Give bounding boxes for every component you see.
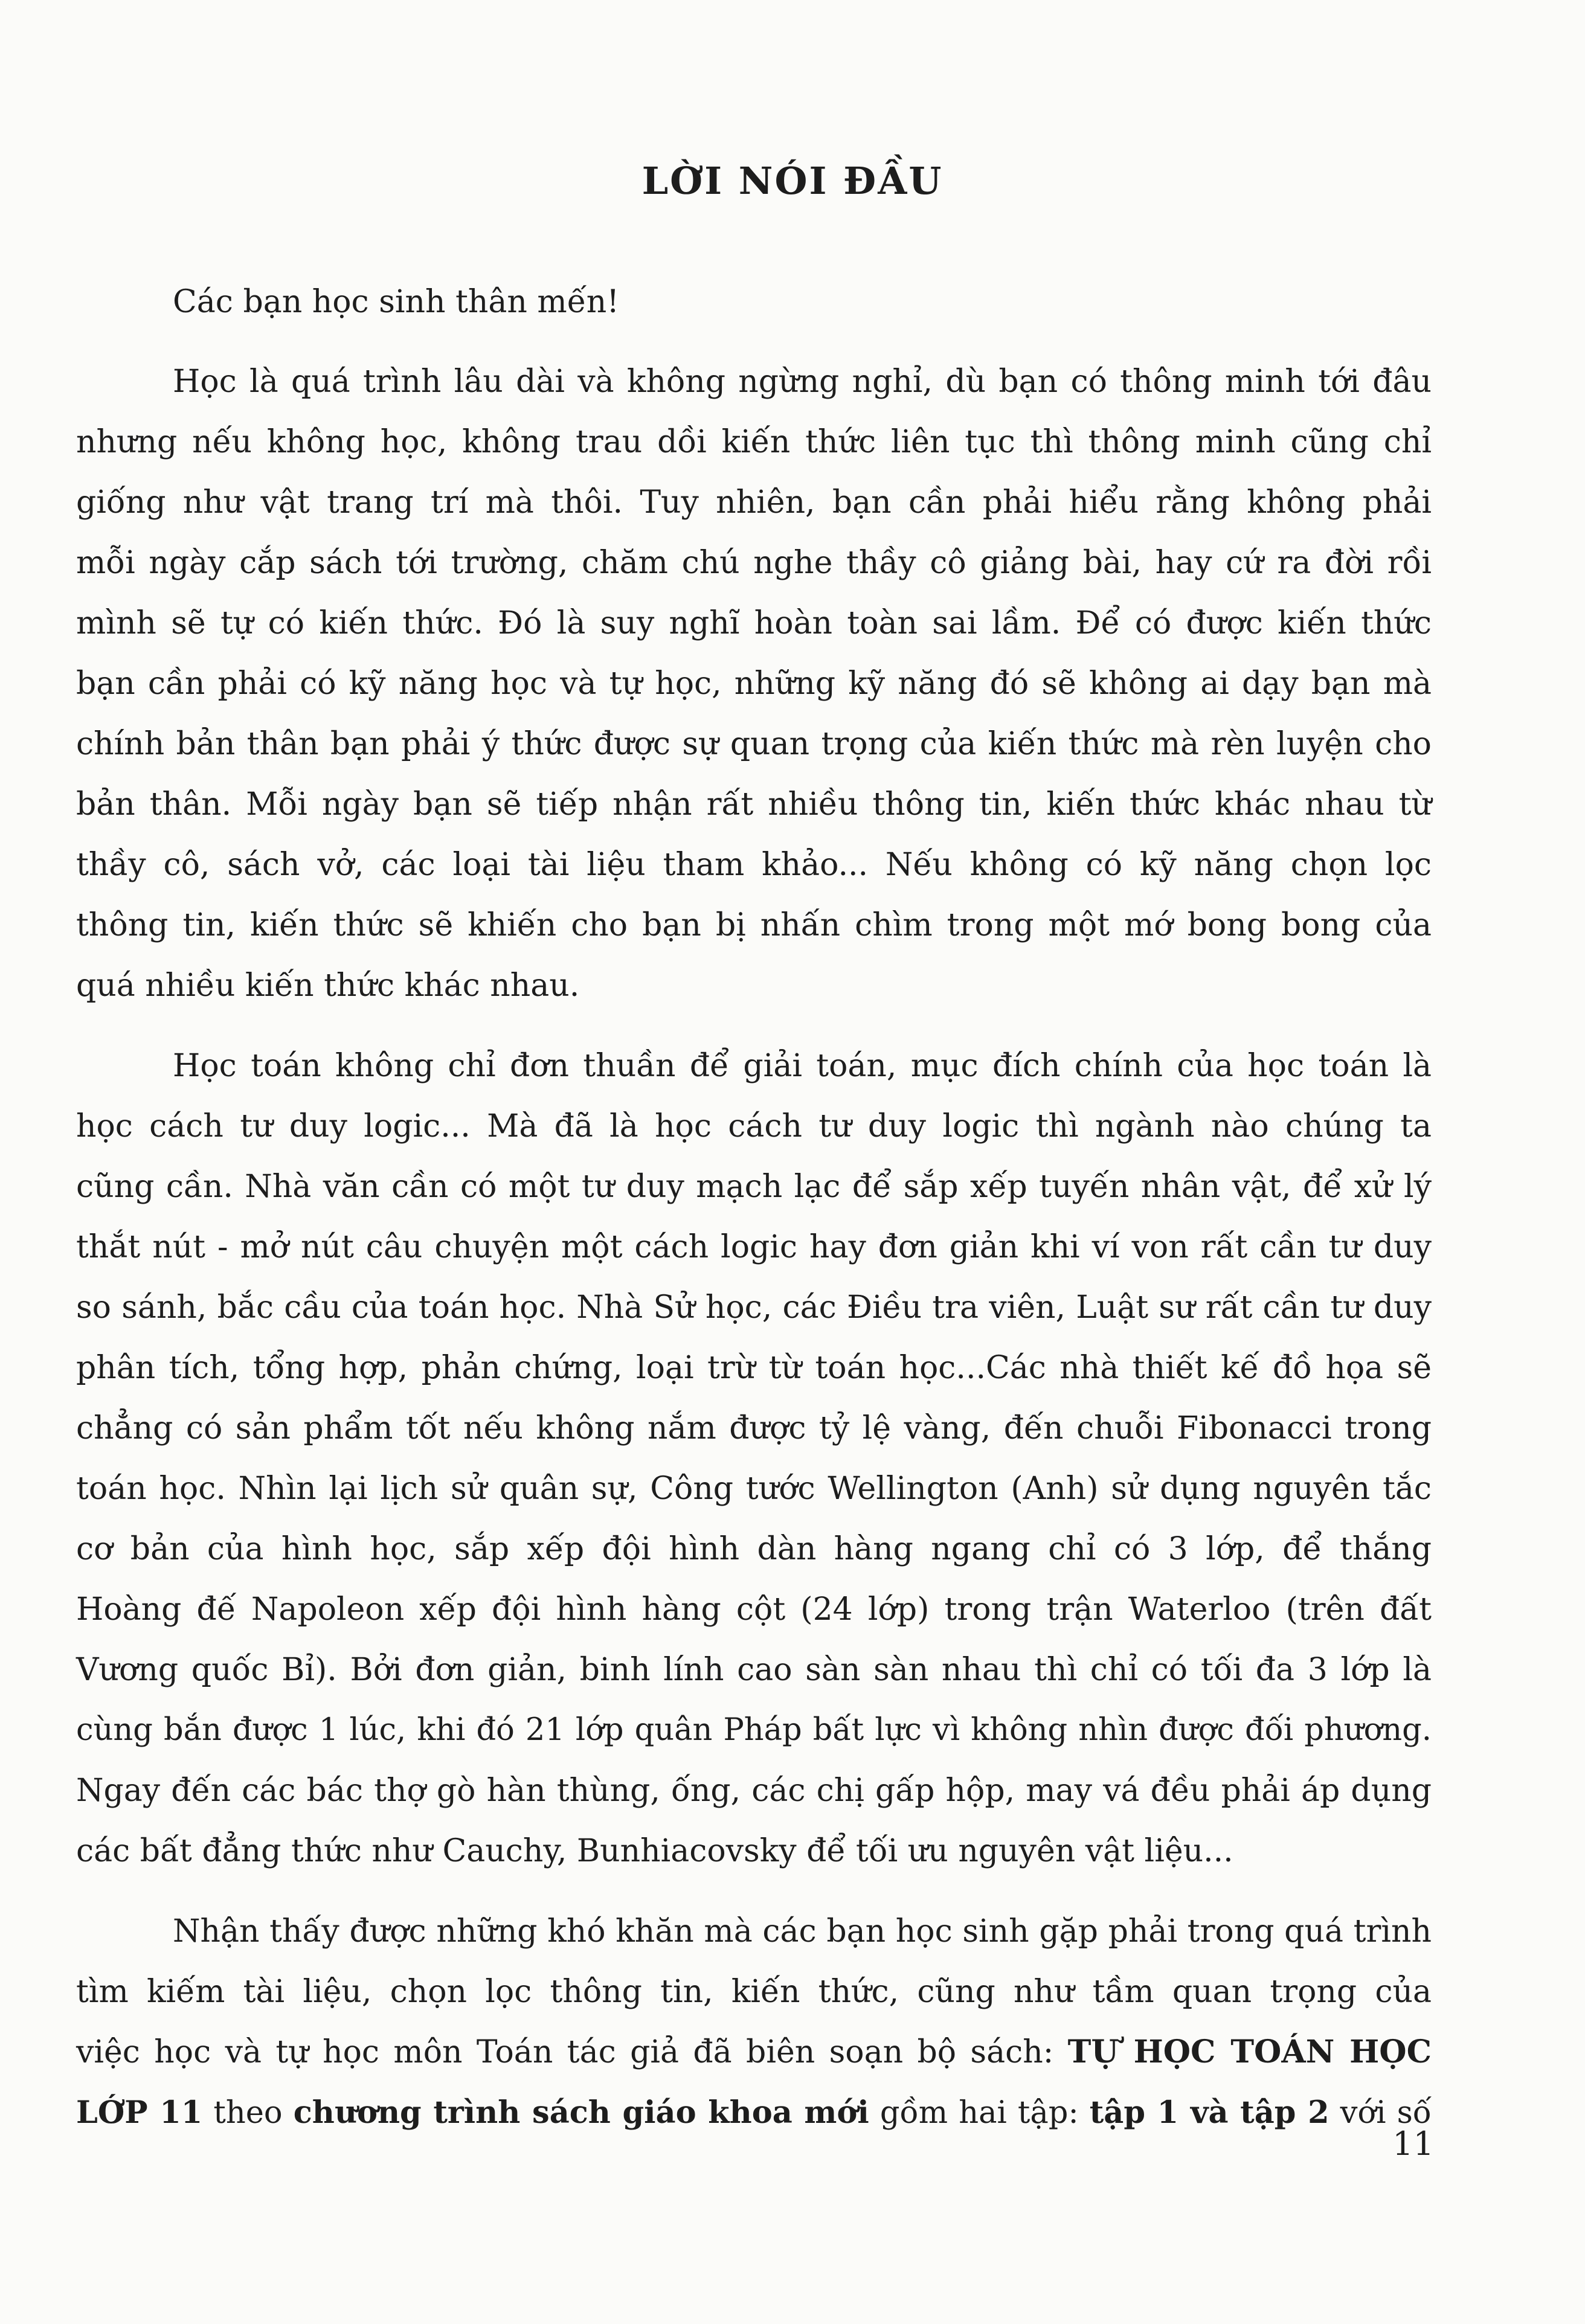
paragraph-3-line — [76, 2022, 1432, 2082]
paragraph-3-line — [76, 2082, 1432, 2143]
paragraph-1-line: giống như vật trang trí mà thôi. Tuy nhiên, bạn cần phải hiểu rằng không phải — [76, 484, 1432, 521]
curriculum-bold: chương trình sách giáo khoa mới — [293, 2094, 869, 2131]
paragraph-1-line: nhưng nếu không học, không trau dồi kiến thức liên tục thì thông minh cũng chỉ — [76, 424, 1432, 460]
paragraph-2-line: phân tích, tổng hợp, phản chứng, loại trừ từ toán học...Các nhà thiết kế đồ họa sẽ — [76, 1350, 1432, 1386]
paragraph-2-line: toán học. Nhìn lại lịch sử quân sự, Công tước Wellington (Anh) sử dụng nguyên tắc — [76, 1471, 1432, 1507]
paragraph-2-line: các bất đẳng thức như Cauchy, Bunhiacovsky để tối ưu nguyên vật liệu... — [76, 1833, 1233, 1869]
paragraph-1-line: mình sẽ tự có kiến thức. Đó là suy nghĩ hoàn toàn sai lầm. Để có được kiến thức — [76, 605, 1432, 641]
paragraph-1-line: thông tin, kiến thức sẽ khiến cho bạn bị nhấn chìm trong một mớ bong bong của — [76, 907, 1432, 943]
page-title: LỜI NÓI ĐẦU — [641, 159, 944, 203]
paragraph-3-text: theo — [202, 2095, 294, 2131]
paragraph-3-line: tìm kiếm tài liệu, chọn lọc thông tin, kiến thức, cũng như tầm quan trọng của — [76, 1974, 1432, 2010]
paragraph-2-line: cũng cần. Nhà văn cần có một tư duy mạch lạc để sắp xếp tuyến nhân vật, để xử lý — [76, 1169, 1432, 1205]
paragraph-2-line: Hoàng đế Napoleon xếp đội hình hàng cột (24 lớp) trong trận Waterloo (trên đất — [76, 1591, 1432, 1628]
paragraph-3-text: gồm hai tập: — [869, 2095, 1090, 2131]
paragraph-2-line: cơ bản của hình học, sắp xếp đội hình dàn hàng ngang chỉ có 3 lớp, để thắng — [76, 1531, 1432, 1567]
paragraph-2-line: Ngay đến các bác thợ gò hàn thùng, ống, các chị gấp hộp, may vá đều phải áp dụng — [76, 1773, 1432, 1809]
paragraph-1-line: bản thân. Mỗi ngày bạn sẽ tiếp nhận rất nhiều thông tin, kiến thức khác nhau từ — [76, 786, 1432, 823]
page-number: 11 — [1392, 2125, 1434, 2163]
paragraph-1-line: quá nhiều kiến thức khác nhau. — [76, 968, 580, 1004]
paragraph-1-line: Học là quá trình lâu dài và không ngừng nghỉ, dù bạn có thông minh tới đâu — [173, 364, 1432, 400]
volumes-bold: tập 1 và tập 2 — [1089, 2094, 1329, 2131]
paragraph-2-line: thắt nút - mở nút câu chuyện một cách logic hay đơn giản khi ví von rất cần tư duy — [76, 1229, 1432, 1265]
grade-bold: LỚP 11 — [76, 2094, 203, 2131]
paragraph-3-text: với số — [1329, 2095, 1432, 2131]
paragraph-1-line: thầy cô, sách vở, các loại tài liệu tham khảo... Nếu không có kỹ năng chọn lọc — [76, 847, 1432, 883]
paragraph-2-line: so sánh, bắc cầu của toán học. Nhà Sử học, các Điều tra viên, Luật sư rất cần tư duy — [76, 1289, 1432, 1326]
paragraph-2-line: chẳng có sản phẩm tốt nếu không nắm được tỷ lệ vàng, đến chuỗi Fibonacci trong — [76, 1410, 1432, 1446]
greeting-line: Các bạn học sinh thân mến! — [173, 284, 620, 320]
paragraph-1-line: mỗi ngày cắp sách tới trường, chăm chú nghe thầy cô giảng bài, hay cứ ra đời rồi — [76, 545, 1432, 581]
paragraph-2-line: cùng bắn được 1 lúc, khi đó 21 lớp quân Pháp bất lực vì không nhìn được đối phương. — [76, 1712, 1432, 1748]
paragraph-2-line: Học toán không chỉ đơn thuần để giải toán, mục đích chính của học toán là — [173, 1048, 1432, 1084]
paragraph-2-line: Vương quốc Bỉ). Bởi đơn giản, binh lính cao sàn sàn nhau thì chỉ có tối đa 3 lớp là — [76, 1652, 1432, 1688]
paragraph-1-line: bạn cần phải có kỹ năng học và tự học, những kỹ năng đó sẽ không ai dạy bạn mà — [76, 666, 1432, 702]
paragraph-1-line: chính bản thân bạn phải ý thức được sự quan trọng của kiến thức mà rèn luyện cho — [76, 726, 1432, 762]
paragraph-3-line: Nhận thấy được những khó khăn mà các bạn học sinh gặp phải trong quá trình — [173, 1913, 1432, 1950]
book-title-bold: TỰ HỌC TOÁN HỌC — [1067, 2034, 1432, 2070]
paragraph-3-text: việc học và tự học môn Toán tác giả đã biên soạn bộ sách: — [76, 2034, 1068, 2070]
paragraph-2-line: học cách tư duy logic... Mà đã là học cách tư duy logic thì ngành nào chúng ta — [76, 1108, 1432, 1144]
